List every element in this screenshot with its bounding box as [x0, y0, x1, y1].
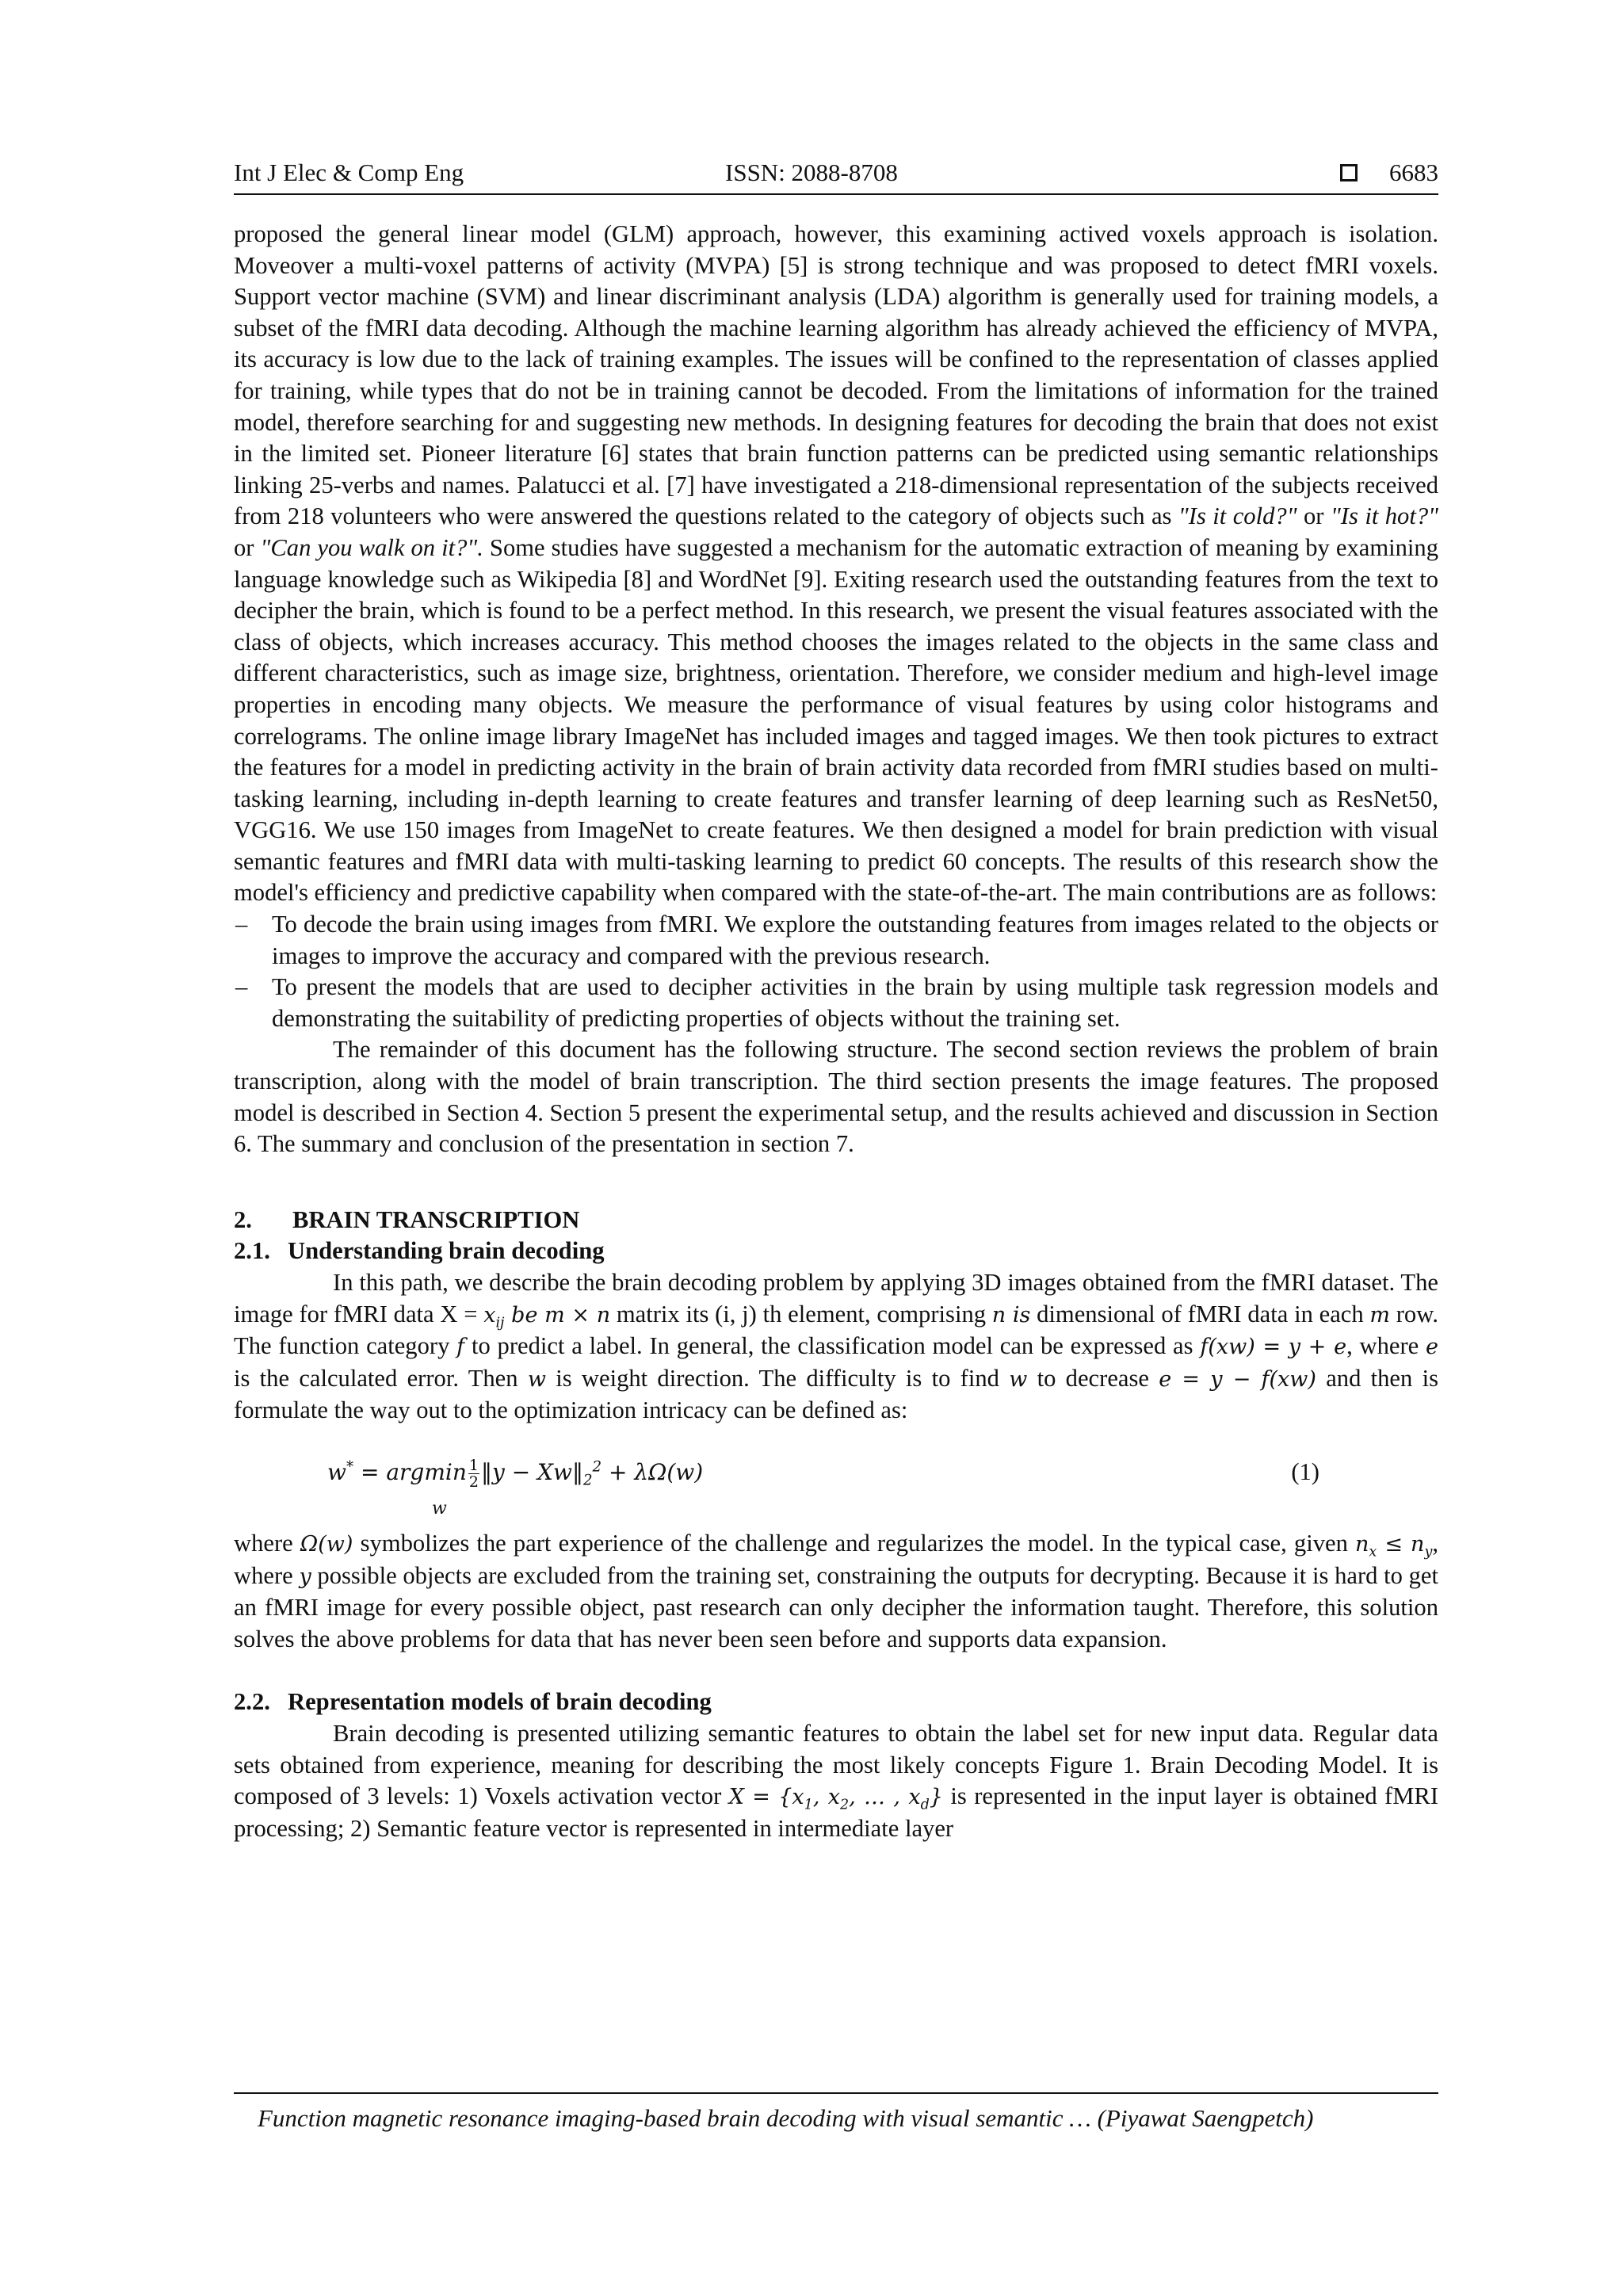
- page-number: 6683: [1389, 159, 1438, 186]
- list-item: – To present the models that are used to decipher activities in the brain by using multiple task regression models and demonstrating the suitability of predicting properties of objects without the training set.: [235, 973, 1438, 1032]
- body-text: [234, 219, 1438, 1844]
- subsection-heading-2-2: 2.2. Representation models of brain decoding: [234, 1688, 712, 1716]
- running-header: [234, 155, 1438, 190]
- contributions-list: [234, 909, 1438, 1034]
- intro-paragraph-1: proposed the general linear model (GLM) approach, however, this examining actived voxels approach is isolation. Moveover a multi-voxel patterns of activity (MVPA) [5] is strong technique and was proposed to detect fMRI voxels. Support vector machine (SVM) and linear discriminant analysis (LDA) algorithm is generally used for training models, a subset of the fMRI data decoding. Although the machine learning algorithm has already achieved the efficiency of MVPA, its accuracy is low due to the lack of training examples. The issues will be confined to the representation of classes applied for training, while types that do not be in training cannot be decoded. From the limitations of information for the trained model, therefore searching for and suggesting new methods. In designing features for decoding the brain that does not exist in the limited set. Pioneer literature [6] states that brain function patterns can be predicted using semantic relationships linking 25-verbs and names. Palatucci et al. [7] have investigated a 218-dimensional representation of the subjects received from 218 volunteers who were answered the questions related to the category of objects such as "Is it cold?" or "Is it hot?" or "Can you walk on it?". Some studies have suggested a mechanism for the automatic extraction of meaning by examining language knowledge such as Wikipedia [8] and WordNet [9]. Exiting research used the outstanding features from the text to decipher the brain, which is found to be a perfect method. In this research, we present the visual features associated with the class of objects, which increases accuracy. This method chooses the images related to the objects in the same class and different characteristics, such as image size, brightness, orientation. Therefore, we consider medium and high-level image properties in encoding many objects. We measure the performance of visual features by using color histograms and correlograms. The online image library ImageNet has included images and tagged images. We then took pictures to extract the features for a model in predicting activity in the brain of brain activity data recorded from fMRI studies based on multi-tasking learning, including in-depth learning to create features and transfer learning of deep learning such as ResNet50, VGG16. We use 150 images from ImageNet to create features. We then designed a model for brain prediction with visual semantic features and fMRI data with multi-tasking learning to predict 60 concepts. The results of this research show the model's efficiency and predictive capability when compared with the state-of-the-art. The main contributions are as follows:: [234, 220, 1439, 907]
- page-number-block: [1340, 155, 1438, 190]
- paragraph-2-1-a: In this path, we describe the brain decoding problem by applying 3D images obtained from the fMRI dataset. The image for fMRI data $X = x_{ij}$ be m × n matrix its (i, j) th element, comprising n is dimensional of fMRI data in each m row. The function category f to predict a label. In general, the classification model can be expressed as f(xw) = y + e, where e is the calculated error. Then w is weight direction. The difficulty is to find w to decrease e = y − f(xw) and then is formulate the way out to the optimization intricacy can be defined as:: [234, 1269, 1438, 1424]
- footer-rule: [234, 2092, 1438, 2094]
- issn: ISSN: 2088-8708: [725, 159, 898, 186]
- spacer: [234, 1655, 1438, 1687]
- square-outline-icon: [1340, 164, 1358, 181]
- paragraph-2-2: Brain decoding is presented utilizing semantic features to obtain the label set for new input data. Regular data sets obtained from experience, meaning for describing the most likely concepts Figure 1. Brain Decoding Model. It is composed of 3 levels: 1) Voxels activation vector $X = \{x_1$, $x_2$, … , $x_d$} is represented in the input layer is obtained fMRI processing; 2) Semantic feature vector is represented in intermediate layer: [234, 1719, 1439, 1842]
- subsection-heading-2-1: 2.1. Understanding brain decoding: [234, 1237, 605, 1265]
- equation-1: [234, 1446, 1438, 1525]
- paragraph-2-1-b: where Ω(w) symbolizes the part experience of the challenge and regularizes the model. In the typical case, given $n_x \le n_y$, where y possible objects are excluded from the training set, constraining the outputs for decrypting. Because it is hard to get an fMRI image for every possible object, past research can only decipher the information taught. Therefore, this solution solves the above problems for data that has never been seen before and supports data expansion.: [234, 1529, 1438, 1652]
- equation-expression: w* = argmin $\frac{1}{2}$ ‖y − $Xw‖_2^2 + \lambda\Omega(w)$: [327, 1456, 704, 1491]
- equation-number: (1): [1291, 1457, 1319, 1485]
- intro-paragraph-2: The remainder of this document has the following structure. The second section reviews the problem of brain transcription, along with the model of brain transcription. The third section presents the image features. The proposed model is described in Section 4. Section 5 present the experimental setup, and the results achieved and discussion in Section 6. The summary and conclusion of the presentation in section 7.: [234, 1036, 1438, 1158]
- journal-name: Int J Elec & Comp Eng: [234, 159, 464, 186]
- argmin-subscript: w: [432, 1498, 447, 1519]
- running-footer: Function magnetic resonance imaging-based brain decoding with visual semantic … (Piyawat Saengpetch): [258, 2104, 1314, 2132]
- section-heading-2: 2. BRAIN TRANSCRIPTION: [234, 1205, 580, 1233]
- list-item: – To decode the brain using images from fMRI. We explore the outstanding features from images related to the objects or images to improve the accuracy and compared with the previous research.: [235, 911, 1438, 969]
- header-rule: [234, 193, 1438, 195]
